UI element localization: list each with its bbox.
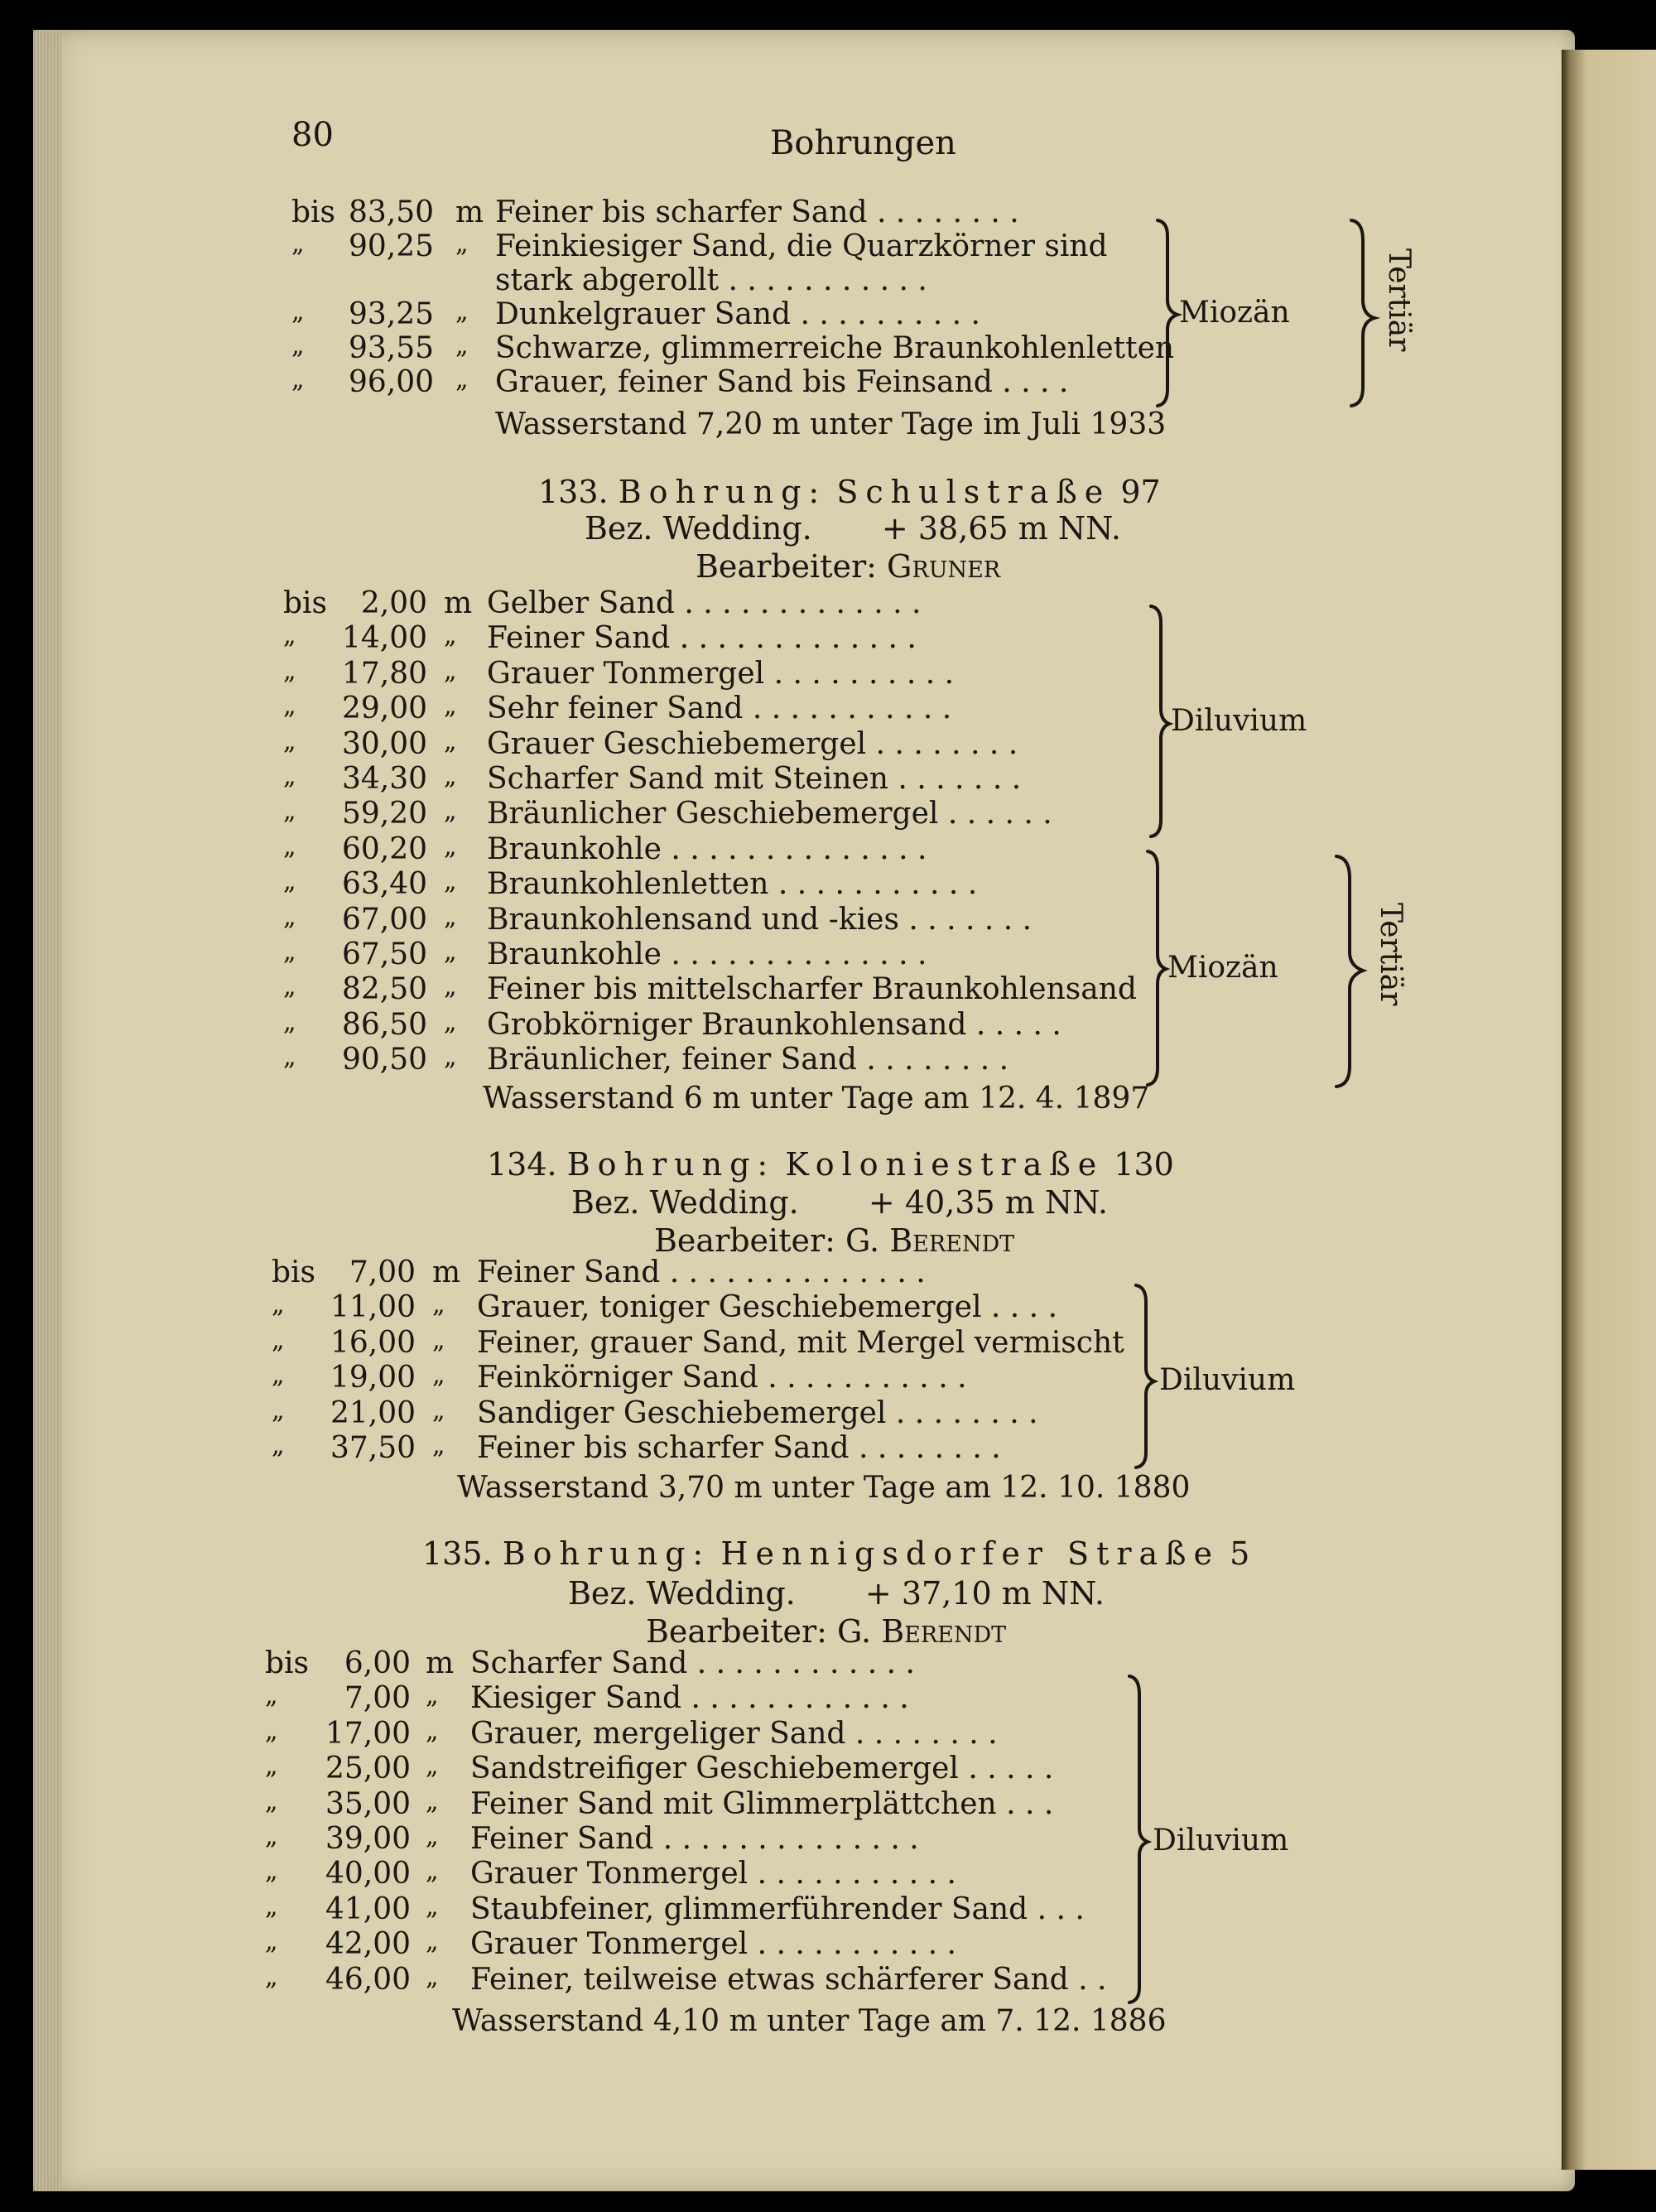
stratum-description: Bräunlicher, feiner Sand . . . . . . . . — [487, 1043, 1009, 1077]
elevation: + 38,65 m NN. — [881, 510, 1121, 547]
stratum-label-diluvium-133: Diluvium — [1171, 704, 1307, 738]
depth-prefix: „ — [291, 331, 305, 360]
depth-prefix: „ — [272, 1325, 285, 1355]
depth-prefix: „ — [265, 1752, 278, 1781]
stratum-description: Schwarze, glimmerreiche Braunkohlenletten — [495, 331, 1175, 365]
stratum-description: Scharfer Sand . . . . . . . . . . . . — [470, 1646, 915, 1680]
depth-value: 93,55 — [348, 331, 434, 365]
stratum-description: Feiner bis scharfer Sand . . . . . . . . — [495, 195, 1019, 229]
depth-unit: „ — [432, 1431, 445, 1460]
bohrung-house: 97 — [1120, 474, 1161, 510]
depth-prefix: bis — [272, 1255, 316, 1289]
depth-unit: „ — [444, 972, 457, 1002]
worker-label: Bearbeiter: G. — [646, 1613, 872, 1650]
depth-value: 34,30 — [341, 762, 427, 796]
depth-unit: „ — [444, 1043, 457, 1072]
water-level-134: Wasserstand 3,70 m unter Tage am 12. 10. 1880 — [457, 1471, 1191, 1505]
worker-label: Bearbeiter: — [696, 548, 877, 585]
depth-value: 35,00 — [325, 1786, 411, 1821]
depth-prefix: „ — [265, 1857, 278, 1887]
depth-unit: „ — [426, 1892, 439, 1921]
depth-value: 96,00 — [348, 365, 434, 399]
water-level-135: Wasserstand 4,10 m unter Tage am 7. 12. 1886 — [452, 2004, 1167, 2038]
bohrung-number: 133. — [538, 474, 609, 510]
bohrung-word: Bohrung: — [566, 1146, 776, 1183]
stratum-description: Braunkohlensand und -kies . . . . . . . — [487, 902, 1033, 937]
depth-unit: „ — [455, 365, 469, 394]
depth-prefix: „ — [272, 1290, 285, 1320]
brace-diluvium-134 — [1136, 1285, 1154, 1467]
depth-prefix: „ — [265, 1716, 278, 1746]
brace-tertiaer-1 — [1351, 220, 1374, 406]
district: Bez. Wedding. — [568, 1575, 796, 1612]
depth-value: 40,00 — [325, 1857, 411, 1892]
depth-prefix: „ — [291, 365, 305, 394]
stratum-label-miozaen-133: Miozän — [1167, 951, 1278, 985]
depth-unit: m — [432, 1255, 461, 1289]
bohrung-number: 134. — [487, 1146, 557, 1183]
stratum-description: Feiner Sand . . . . . . . . . . . . . — [487, 621, 917, 656]
depth-value: 82,50 — [341, 972, 427, 1007]
depth-unit: „ — [444, 831, 457, 861]
depth-prefix: „ — [283, 1007, 296, 1037]
depth-unit: „ — [426, 1786, 439, 1816]
worker-name: Berendt — [889, 1222, 1015, 1259]
bohrung-house: 5 — [1230, 1535, 1250, 1572]
depth-unit: „ — [444, 621, 457, 651]
depth-prefix: bis — [265, 1646, 310, 1680]
depth-prefix: „ — [283, 692, 296, 721]
depth-value: 7,00 — [344, 1681, 411, 1716]
depth-prefix: „ — [283, 656, 296, 686]
stratum-description: Bräunlicher Geschiebemergel . . . . . . — [487, 797, 1052, 831]
running-head: Bohrungen — [770, 124, 956, 162]
stratum-description: Gelber Sand . . . . . . . . . . . . . — [487, 586, 922, 620]
stratum-description: Grauer Tonmergel . . . . . . . . . . — [487, 656, 955, 691]
depth-unit: „ — [426, 1962, 439, 1992]
bohrung-word: Bohrung: — [502, 1535, 711, 1572]
depth-value: 17,00 — [325, 1716, 411, 1751]
depth-value: 16,00 — [330, 1325, 416, 1360]
stratum-description: Braunkohlenletten . . . . . . . . . . . — [487, 867, 978, 902]
bohrung-street: Hennigsdorfer Straße — [720, 1535, 1220, 1572]
depth-prefix: „ — [283, 1043, 296, 1072]
depth-unit: „ — [426, 1857, 439, 1887]
stratum-description: Sandiger Geschiebemergel . . . . . . . . — [477, 1395, 1038, 1430]
stratum-description: Braunkohle . . . . . . . . . . . . . . — [487, 831, 927, 866]
stratum-description: stark abgerollt . . . . . . . . . . . — [495, 263, 927, 297]
stratum-description: Feinkiesiger Sand, die Quarzkörner sind — [495, 229, 1108, 263]
stratum-description: Sandstreifiger Geschiebemergel . . . . . — [470, 1752, 1054, 1786]
depth-unit: „ — [432, 1325, 445, 1355]
stratum-description: Feiner, grauer Sand, mit Mergel vermischt — [477, 1325, 1124, 1360]
brace-miozaen-133 — [1148, 851, 1166, 1085]
water-level-continued: Wasserstand 7,20 m unter Tage im Juli 1933 — [495, 407, 1167, 441]
depth-value: 25,00 — [325, 1752, 411, 1786]
stratum-description: Feiner, teilweise etwas schärferer Sand . . — [470, 1962, 1107, 1997]
depth-unit: „ — [432, 1290, 445, 1320]
depth-unit: „ — [444, 867, 457, 897]
brace-miozaen-1 — [1158, 220, 1177, 406]
stratum-description: Grauer, mergeliger Sand . . . . . . . . — [470, 1716, 998, 1751]
depth-prefix: „ — [283, 972, 296, 1002]
depth-value: 42,00 — [325, 1927, 411, 1962]
depth-value: 86,50 — [341, 1007, 427, 1042]
stratum-description: Scharfer Sand mit Steinen . . . . . . . — [487, 762, 1022, 796]
depth-unit: „ — [444, 1007, 457, 1037]
elevation: + 37,10 m NN. — [864, 1575, 1105, 1612]
stratum-description: Feinkörniger Sand . . . . . . . . . . . — [477, 1361, 967, 1395]
stratum-description: Grauer Geschiebemergel . . . . . . . . — [487, 726, 1018, 761]
depth-prefix: „ — [265, 1892, 278, 1921]
bohrung-house: 130 — [1114, 1146, 1174, 1183]
worker-name: Berendt — [881, 1613, 1007, 1650]
brace-diluvium-135 — [1129, 1676, 1148, 2002]
depth-prefix: „ — [272, 1395, 285, 1425]
stratum-description: Staubfeiner, glimmerführender Sand . . . — [470, 1892, 1085, 1926]
depth-prefix: „ — [265, 1786, 278, 1816]
stratum-description: Grauer, toniger Geschiebemergel . . . . — [477, 1290, 1058, 1325]
depth-value: 83,50 — [348, 195, 434, 229]
depth-unit: m — [444, 586, 473, 620]
depth-value: 17,80 — [341, 656, 427, 691]
depth-prefix: „ — [283, 726, 296, 756]
depth-value: 67,50 — [341, 937, 427, 971]
depth-prefix: „ — [283, 867, 296, 897]
depth-value: 7,00 — [349, 1255, 416, 1289]
outer-label-tertiaer-1: Tertiär — [1382, 248, 1416, 352]
depth-value: 6,00 — [344, 1646, 411, 1680]
depth-prefix: „ — [272, 1431, 285, 1460]
depth-prefix: „ — [283, 937, 296, 966]
depth-prefix: „ — [291, 229, 305, 258]
depth-prefix: „ — [272, 1361, 285, 1390]
depth-value: 93,25 — [348, 297, 434, 331]
depth-unit: „ — [432, 1395, 445, 1425]
depth-value: 21,00 — [330, 1395, 416, 1430]
elevation: + 40,35 m NN. — [868, 1184, 1108, 1221]
bohrung-word: Bohrung: — [618, 474, 827, 510]
bohrung-number: 135. — [422, 1535, 493, 1572]
depth-value: 11,00 — [330, 1290, 416, 1325]
depth-prefix: „ — [283, 831, 296, 861]
depth-unit: „ — [444, 692, 457, 721]
worker-name: Gruner — [887, 548, 1001, 585]
depth-prefix: „ — [291, 297, 305, 326]
depth-value: 67,00 — [341, 902, 427, 937]
stratum-description: Feiner Sand mit Glimmerplättchen . . . — [470, 1786, 1054, 1821]
stratum-label-diluvium-134: Diluvium — [1159, 1363, 1296, 1397]
stratum-description: Feiner Sand . . . . . . . . . . . . . . — [470, 1822, 919, 1856]
depth-prefix: „ — [283, 762, 296, 791]
brace-tertiaer-133 — [1336, 856, 1363, 1087]
stratum-label-diluvium-135: Diluvium — [1153, 1824, 1289, 1858]
stratum-description: Feiner Sand . . . . . . . . . . . . . . — [477, 1255, 926, 1289]
depth-unit: „ — [444, 797, 457, 826]
worker-label: Bearbeiter: G. — [654, 1222, 880, 1259]
depth-value: 39,00 — [325, 1822, 411, 1856]
depth-value: 63,40 — [341, 867, 427, 902]
depth-value: 90,50 — [341, 1043, 427, 1077]
depth-value: 59,20 — [341, 797, 427, 831]
bohrung-street: Koloniestraße — [785, 1146, 1105, 1183]
page-number: 80 — [291, 116, 334, 154]
depth-prefix: „ — [283, 902, 296, 932]
depth-unit: „ — [455, 331, 469, 360]
depth-unit: „ — [444, 656, 457, 686]
depth-unit: „ — [426, 1822, 439, 1851]
depth-unit: m — [426, 1646, 455, 1680]
stratum-description: Grauer, feiner Sand bis Feinsand . . . . — [495, 365, 1069, 399]
stratum-description: Feiner bis mittelscharfer Braunkohlensand — [487, 972, 1137, 1007]
depth-prefix: „ — [283, 797, 296, 826]
depth-value: 14,00 — [341, 621, 427, 656]
depth-unit: „ — [432, 1361, 445, 1390]
stratum-label-miozaen-1: Miozän — [1179, 296, 1290, 330]
depth-value: 29,00 — [341, 692, 427, 726]
depth-value: 90,25 — [348, 229, 434, 263]
depth-prefix: bis — [291, 195, 336, 229]
depth-prefix: „ — [265, 1962, 278, 1992]
brace-diluvium-133 — [1151, 606, 1169, 836]
depth-unit: „ — [426, 1927, 439, 1957]
district: Bez. Wedding. — [571, 1184, 799, 1221]
depth-prefix: bis — [283, 586, 328, 620]
depth-prefix: „ — [265, 1927, 278, 1957]
depth-value: 30,00 — [341, 726, 427, 761]
depth-unit: „ — [455, 229, 469, 258]
depth-unit: „ — [444, 937, 457, 966]
stratum-description: Grauer Tonmergel . . . . . . . . . . . — [470, 1857, 956, 1892]
stratum-description: Braunkohle . . . . . . . . . . . . . . — [487, 937, 927, 971]
depth-prefix: „ — [265, 1822, 278, 1851]
depth-value: 37,50 — [330, 1431, 416, 1465]
depth-value: 60,20 — [341, 831, 427, 866]
stratum-description: Dunkelgrauer Sand . . . . . . . . . . — [495, 297, 980, 331]
depth-value: 19,00 — [330, 1361, 416, 1395]
depth-unit: „ — [444, 762, 457, 791]
stratum-description: Feiner bis scharfer Sand . . . . . . . . — [477, 1431, 1001, 1465]
stratum-description: Sehr feiner Sand . . . . . . . . . . . — [487, 692, 952, 726]
depth-unit: m — [455, 195, 484, 229]
depth-prefix: „ — [265, 1681, 278, 1711]
stratum-description: Kiesiger Sand . . . . . . . . . . . . — [470, 1681, 909, 1716]
depth-unit: „ — [426, 1681, 439, 1711]
depth-value: 46,00 — [325, 1962, 411, 1997]
depth-prefix: „ — [283, 621, 296, 651]
depth-unit: „ — [426, 1716, 439, 1746]
depth-unit: „ — [455, 297, 469, 326]
depth-unit: „ — [444, 726, 457, 756]
stratum-description: Grobkörniger Braunkohlensand . . . . . — [487, 1007, 1061, 1042]
water-level-133: Wasserstand 6 m unter Tage am 12. 4. 1897 — [483, 1082, 1150, 1116]
stratum-description: Grauer Tonmergel . . . . . . . . . . . — [470, 1927, 956, 1962]
district: Bez. Wedding. — [585, 510, 812, 547]
outer-label-tertiaer-133: Tertiär — [1374, 903, 1408, 1006]
depth-value: 41,00 — [325, 1892, 411, 1926]
depth-unit: „ — [444, 902, 457, 932]
bohrung-street: Schulstraße — [836, 474, 1111, 510]
depth-value: 2,00 — [360, 586, 427, 620]
depth-unit: „ — [426, 1752, 439, 1781]
